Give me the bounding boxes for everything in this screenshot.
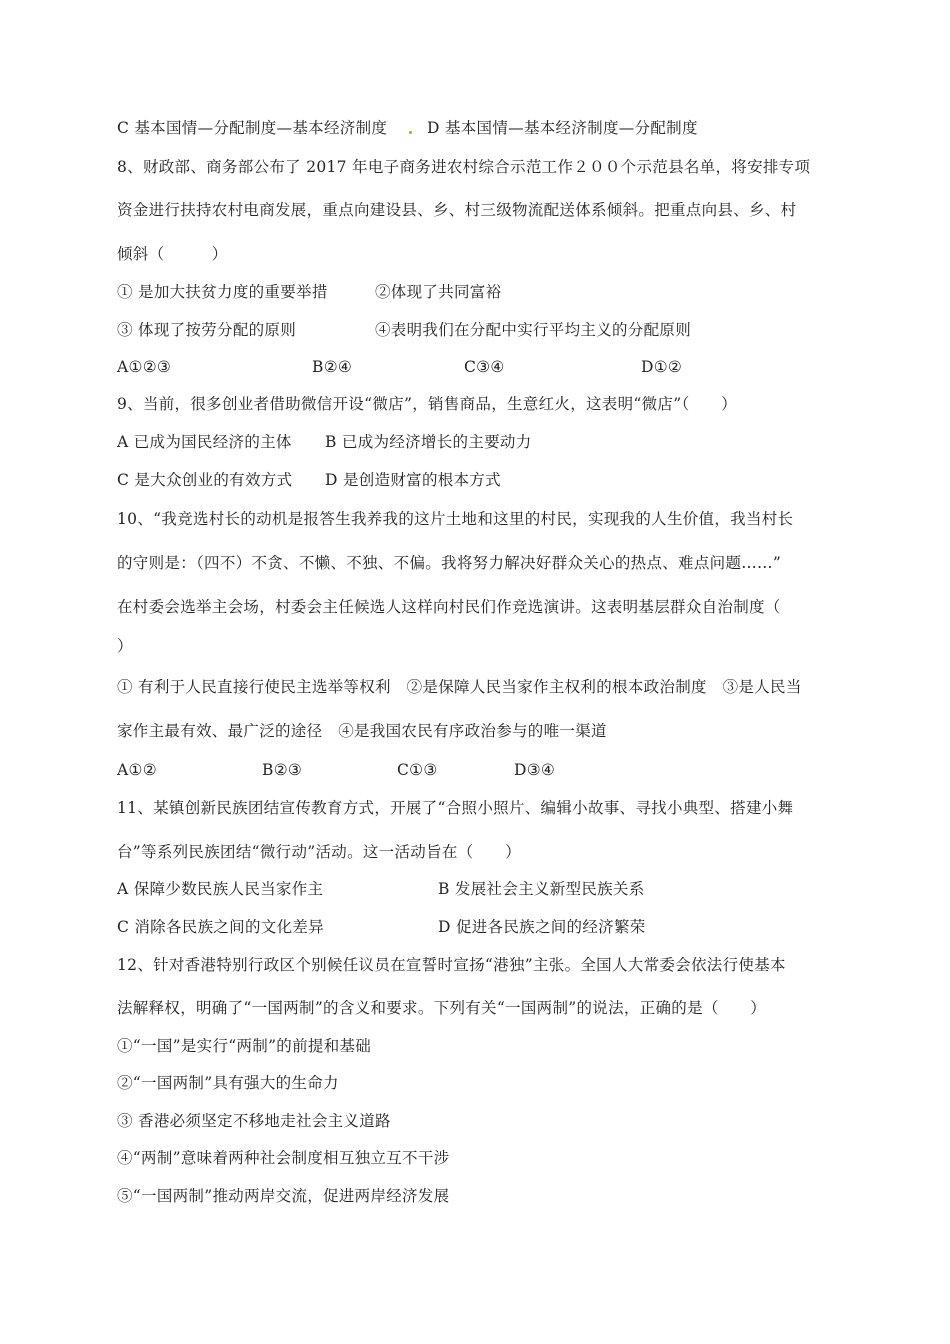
q8-option-a: A①②③	[117, 358, 172, 376]
q8-statement-4: ④表明我们在分配中实行平均主义的分配原则	[375, 321, 692, 339]
q8-statement-3: ③ 体现了按劳分配的原则	[117, 321, 297, 339]
q10-statements-line-1: ① 有利于人民直接行使民主选举等权利 ②是保障人民当家作主权利的根本政治制度 ③是人民当	[117, 678, 802, 696]
q8-option-d: D①②	[641, 358, 683, 376]
q8-statement-2: ②体现了共同富裕	[375, 283, 502, 301]
q8-option-b: B②④	[312, 358, 353, 376]
q12-stem-line-2: 法解释权，明确了“一国两制”的含义和要求。下列有关“一国两制”的说法，正确的是（ ）	[117, 999, 767, 1017]
q9-stem: 9、当前，很多创业者借助微信开设“微店”，销售商品，生意红火，这表明“微店”（ ）	[117, 395, 737, 413]
q12-statement-3: ③ 香港必须坚定不移地走社会主义道路	[117, 1112, 391, 1130]
q12-statement-5: ⑤“一国两制”推动两岸交流，促进两岸经济发展	[117, 1187, 450, 1205]
scan-speck	[409, 131, 412, 134]
q11-option-c: C 消除各民族之间的文化差异	[117, 918, 324, 936]
q9-option-b: B 已成为经济增长的主要动力	[325, 433, 532, 451]
q10-option-d: D③④	[514, 761, 556, 779]
q12-statement-4: ④“两制”意味着两种社会制度相互独立互不干涉	[117, 1149, 450, 1167]
q10-stem-line-1: 10、“我竞选村长的动机是报答生我养我的这片土地和这里的村民，实现我的人生价值，我当村长	[117, 510, 794, 528]
q11-option-a: A 保障少数民族人民当家作主	[117, 880, 324, 898]
q7-option-d: D 基本国情—基本经济制度—分配制度	[427, 119, 698, 137]
q12-statement-2: ②“一国两制”具有强大的生命力	[117, 1074, 339, 1092]
q8-stem-line-1: 8、财政部、商务部公布了 2017 年电子商务进农村综合示范工作２００个示范县名单，将安排专项	[117, 158, 811, 176]
q7-option-c: C 基本国情—分配制度—基本经济制度	[117, 119, 388, 137]
q9-option-d: D 是创造财富的根本方式	[325, 471, 501, 489]
q10-option-c: C①③	[397, 761, 438, 779]
q8-statement-1: ① 是加大扶贫力度的重要举措	[117, 283, 328, 301]
q12-stem-line-1: 12、针对香港特别行政区个别候任议员在宣誓时宣扬“港独”主张。全国人大常委会依法行使基本	[117, 956, 786, 974]
q8-stem-line-2: 资金进行扶持农村电商发展，重点向建设县、乡、村三级物流配送体系倾斜。把重点向县、乡、村	[117, 201, 797, 219]
q9-option-a: A 已成为国民经济的主体	[117, 433, 292, 451]
q9-option-c: C 是大众创业的有效方式	[117, 471, 293, 489]
q11-stem-line-2: 台”等系列民族团结“微行动”活动。这一活动旨在（ ）	[117, 843, 521, 861]
q10-statements-line-2: 家作主最有效、最广泛的途径 ④是我国农民有序政治参与的唯一渠道	[117, 722, 607, 740]
q8-stem-line-3: 倾斜（ ）	[117, 245, 228, 263]
q11-option-b: B 发展社会主义新型民族关系	[438, 880, 645, 898]
q10-option-b: B②③	[262, 761, 303, 779]
q10-stem-line-2: 的守则是：（四不）不贪、不懒、不独、不偏。我将努力解决好群众关心的热点、难点问题……”	[117, 554, 782, 572]
q11-option-d: D 促进各民族之间的经济繁荣	[438, 918, 646, 936]
q12-statement-1: ①“一国”是实行“两制”的前提和基础	[117, 1037, 372, 1055]
q8-option-c: C③④	[464, 358, 505, 376]
q10-stem-line-4: ）	[117, 637, 133, 655]
q10-option-a: A①②	[117, 761, 157, 779]
q10-stem-line-3: 在村委会选举主会场，村委会主任候选人这样向村民们作竞选演讲。这表明基层群众自治制度（	[117, 598, 781, 616]
q11-stem-line-1: 11、某镇创新民族团结宣传教育方式，开展了“合照小照片、编辑小故事、寻找小典型、搭建小舞	[117, 799, 794, 817]
